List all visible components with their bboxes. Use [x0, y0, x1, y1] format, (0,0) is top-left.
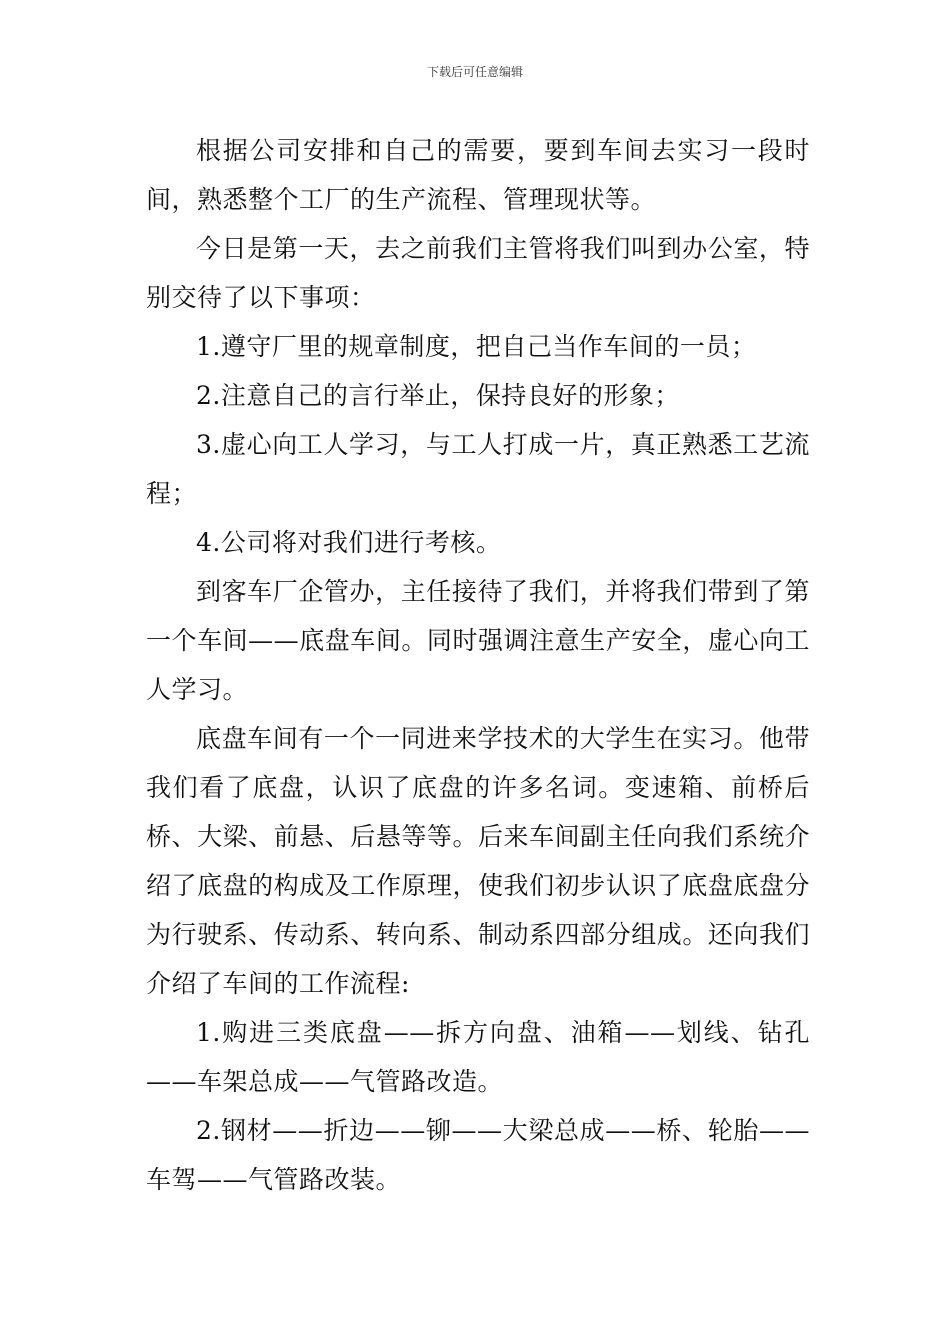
document-body [146, 126, 810, 1204]
paragraph: 今日是第一天，去之前我们主管将我们叫到办公室，特别交待了以下事项： [146, 234, 810, 312]
list-item: 4.公司将对我们进行考核。 [196, 528, 502, 557]
paragraph: 到客车厂企管办，主任接待了我们，并将我们带到了第一个车间——底盘车间。同时强调注意生产安全，虚心向工人学习。 [146, 577, 810, 704]
paragraph: 底盘车间有一个一同进来学技术的大学生在实习。他带我们看了底盘，认识了底盘的许多名词。变速箱、前桥后桥、大梁、前悬、后悬等等。后来车间副主任向我们系统介绍了底盘的构成及工作原理，使我们初步认识了底盘底盘分为行驶系、传动系、转向系、制动系四部分组成。还向我们介绍了车间的工作流程: [146, 724, 810, 998]
list-item: 1.遵守厂里的规章制度，把自己当作车间的一员； [196, 332, 757, 361]
list-item: 2.钢材——折边——铆——大梁总成——桥、轮胎——车驾——气管路改装。 [146, 1116, 810, 1194]
list-item: 1.购进三类底盘——拆方向盘、油箱——划线、钻孔——车架总成——气管路改造。 [146, 1018, 810, 1096]
list-item: 3.虚心向工人学习，与工人打成一片，真正熟悉工艺流程； [146, 430, 810, 508]
page-header-note: 下载后可任意编辑 [426, 65, 523, 79]
paragraph: 根据公司安排和自己的需要，要到车间去实习一段时间，熟悉整个工厂的生产流程、管理现状等。 [146, 136, 810, 214]
list-item: 2.注意自己的言行举止，保持良好的形象； [196, 381, 680, 410]
